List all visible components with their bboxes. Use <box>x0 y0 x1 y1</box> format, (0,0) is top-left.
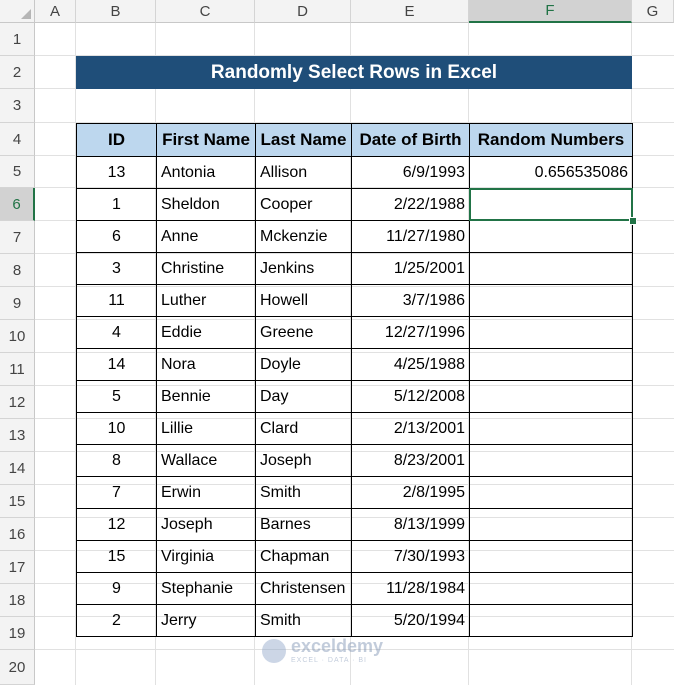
table-cell[interactable]: Eddie <box>157 317 256 349</box>
row-header-16[interactable]: 16 <box>0 518 35 551</box>
table-row <box>77 509 633 541</box>
table-cell[interactable]: Luther <box>157 285 256 317</box>
table-cell[interactable] <box>470 541 633 573</box>
row-header-14[interactable]: 14 <box>0 452 35 485</box>
table-row <box>77 477 633 509</box>
table-cell[interactable]: 5 <box>77 381 157 413</box>
table-row <box>77 605 633 637</box>
fill-handle[interactable] <box>629 217 637 225</box>
table-cell[interactable] <box>470 221 633 253</box>
table-cell[interactable]: 11/28/1984 <box>352 573 470 605</box>
table-cell[interactable]: 5/12/2008 <box>352 381 470 413</box>
table-cell[interactable]: Lillie <box>157 413 256 445</box>
table-cell[interactable]: 0.656535086 <box>470 157 633 189</box>
table-row <box>77 317 633 349</box>
table-header-cell[interactable]: ID <box>77 124 157 157</box>
row-header-17[interactable]: 17 <box>0 551 35 584</box>
table-cell[interactable]: 12 <box>77 509 157 541</box>
table-cell[interactable] <box>470 349 633 381</box>
table-cell[interactable]: Nora <box>157 349 256 381</box>
row-header-9[interactable]: 9 <box>0 287 35 320</box>
table-cell[interactable]: Erwin <box>157 477 256 509</box>
table-cell[interactable]: 3/7/1986 <box>352 285 470 317</box>
column-header-E[interactable]: E <box>351 0 469 23</box>
table-row <box>77 381 633 413</box>
table-cell[interactable]: 13 <box>77 157 157 189</box>
watermark-brand: exceldemy <box>291 636 384 656</box>
row-header-18[interactable]: 18 <box>0 584 35 617</box>
table-cell[interactable]: Doyle <box>256 349 352 381</box>
table-cell[interactable]: 15 <box>77 541 157 573</box>
table-cell[interactable]: 6 <box>77 221 157 253</box>
watermark <box>262 637 383 664</box>
table-cell[interactable]: Allison <box>256 157 352 189</box>
column-header-F[interactable]: F <box>469 0 632 23</box>
table-cell[interactable]: Jenkins <box>256 253 352 285</box>
table-cell[interactable]: 11 <box>77 285 157 317</box>
table-cell[interactable]: Greene <box>256 317 352 349</box>
table-cell[interactable]: 9 <box>77 573 157 605</box>
row-header-13[interactable]: 13 <box>0 419 35 452</box>
row-header-19[interactable]: 19 <box>0 617 35 650</box>
table-cell[interactable]: Stephanie <box>157 573 256 605</box>
table-cell[interactable]: Chapman <box>256 541 352 573</box>
table-cell[interactable]: Christine <box>157 253 256 285</box>
table-cell[interactable] <box>470 285 633 317</box>
table-cell[interactable]: 11/27/1980 <box>352 221 470 253</box>
table-cell[interactable]: 6/9/1993 <box>352 157 470 189</box>
table-row <box>77 285 633 317</box>
table-row <box>77 157 633 189</box>
table-cell[interactable]: 4/25/1988 <box>352 349 470 381</box>
table-cell[interactable]: 2 <box>77 605 157 637</box>
table-cell[interactable]: Antonia <box>157 157 256 189</box>
table-header-cell[interactable]: Date of Birth <box>352 124 470 157</box>
table-cell[interactable]: Clard <box>256 413 352 445</box>
row-header-10[interactable]: 10 <box>0 320 35 353</box>
table-cell[interactable]: Barnes <box>256 509 352 541</box>
column-header-A[interactable]: A <box>35 0 76 23</box>
table-cell[interactable]: 8/23/2001 <box>352 445 470 477</box>
table-cell[interactable]: 5/20/1994 <box>352 605 470 637</box>
table-row <box>77 253 633 285</box>
table-cell[interactable] <box>470 509 633 541</box>
table-row <box>77 413 633 445</box>
table-cell[interactable]: Mckenzie <box>256 221 352 253</box>
table-cell[interactable]: 10 <box>77 413 157 445</box>
row-header-4[interactable]: 4 <box>0 123 35 156</box>
row-header-8[interactable]: 8 <box>0 254 35 287</box>
table-row <box>77 573 633 605</box>
table-cell[interactable]: Anne <box>157 221 256 253</box>
row-header-11[interactable]: 11 <box>0 353 35 386</box>
table-cell[interactable] <box>470 381 633 413</box>
row-header-3[interactable]: 3 <box>0 89 35 123</box>
table-cell[interactable] <box>470 477 633 509</box>
table-cell[interactable]: 1/25/2001 <box>352 253 470 285</box>
table-cell[interactable]: Howell <box>256 285 352 317</box>
column-header-D[interactable]: D <box>255 0 351 23</box>
table-cell[interactable]: Bennie <box>157 381 256 413</box>
table-header-cell[interactable]: Random Numbers <box>470 124 633 157</box>
table-cell[interactable]: 2/8/1995 <box>352 477 470 509</box>
table-cell[interactable]: Joseph <box>157 509 256 541</box>
table-cell[interactable]: 3 <box>77 253 157 285</box>
table-cell[interactable]: Smith <box>256 605 352 637</box>
table-cell[interactable]: 7/30/1993 <box>352 541 470 573</box>
column-header-B[interactable]: B <box>76 0 156 23</box>
table-cell[interactable]: Jerry <box>157 605 256 637</box>
table-row <box>77 541 633 573</box>
table-cell[interactable] <box>470 573 633 605</box>
table-row <box>77 445 633 477</box>
row-header-15[interactable]: 15 <box>0 485 35 518</box>
table-cell[interactable] <box>470 605 633 637</box>
table-cell[interactable]: Day <box>256 381 352 413</box>
row-header-20[interactable]: 20 <box>0 650 35 685</box>
table-cell[interactable]: 2/13/2001 <box>352 413 470 445</box>
table-cell[interactable] <box>470 253 633 285</box>
table-cell[interactable]: Christensen <box>256 573 352 605</box>
table-cell[interactable] <box>470 413 633 445</box>
table-cell[interactable]: Joseph <box>256 445 352 477</box>
row-header-7[interactable]: 7 <box>0 221 35 254</box>
table-cell[interactable]: 8 <box>77 445 157 477</box>
table-cell[interactable]: Wallace <box>157 445 256 477</box>
row-header-5[interactable]: 5 <box>0 156 35 188</box>
table-cell[interactable] <box>470 317 633 349</box>
select-all-corner[interactable] <box>0 0 35 23</box>
table-header-cell[interactable]: Last Name <box>256 124 352 157</box>
sheet-title[interactable]: Randomly Select Rows in Excel <box>76 56 632 89</box>
table-cell[interactable]: 8/13/1999 <box>352 509 470 541</box>
column-header-G[interactable]: G <box>632 0 674 23</box>
table-row <box>77 221 633 253</box>
table-cell[interactable]: Smith <box>256 477 352 509</box>
table-cell[interactable]: 1 <box>77 189 157 221</box>
row-header-6[interactable]: 6 <box>0 188 35 221</box>
table-cell[interactable]: Sheldon <box>157 189 256 221</box>
table-header-cell[interactable]: First Name <box>157 124 256 157</box>
table-row <box>77 349 633 381</box>
row-header-1[interactable]: 1 <box>0 23 35 56</box>
row-header-2[interactable]: 2 <box>0 56 35 89</box>
table-cell[interactable]: 4 <box>77 317 157 349</box>
table-cell[interactable]: Virginia <box>157 541 256 573</box>
exceldemy-logo-icon <box>262 639 286 663</box>
table-cell[interactable] <box>470 445 633 477</box>
watermark-tagline: EXCEL · DATA · BI <box>291 657 367 664</box>
table-cell[interactable]: 14 <box>77 349 157 381</box>
table-cell[interactable]: Cooper <box>256 189 352 221</box>
active-cell-F6[interactable] <box>469 188 633 221</box>
row-header-12[interactable]: 12 <box>0 386 35 419</box>
table-cell[interactable]: 12/27/1996 <box>352 317 470 349</box>
table-cell[interactable]: 2/22/1988 <box>352 189 470 221</box>
table-cell[interactable]: 7 <box>77 477 157 509</box>
select-all-triangle-icon <box>21 9 31 19</box>
column-header-C[interactable]: C <box>156 0 255 23</box>
